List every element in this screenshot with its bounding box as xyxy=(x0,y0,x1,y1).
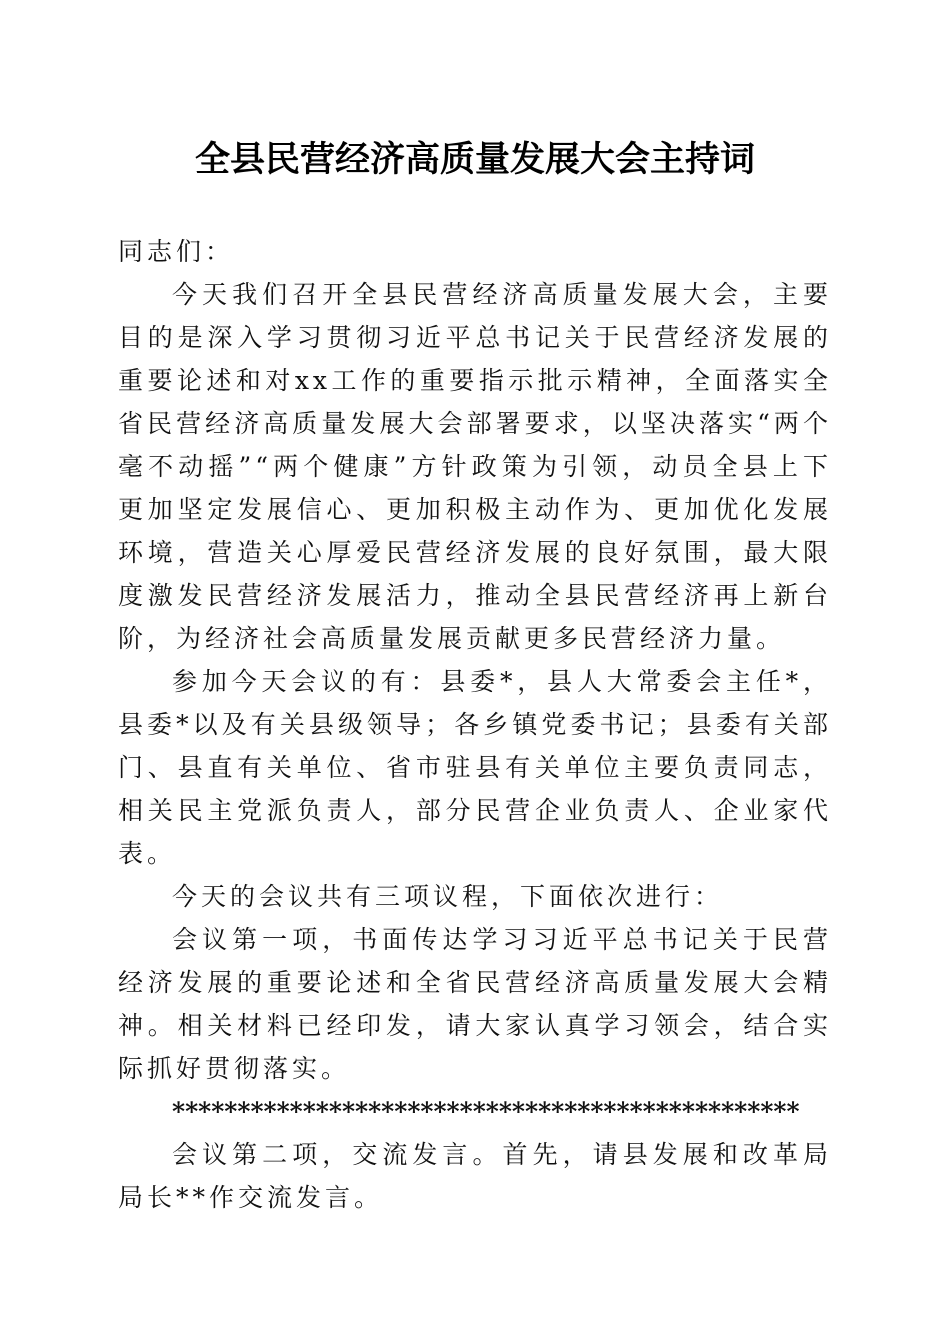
paragraph-agenda-item-two: 会议第二项，交流发言。首先，请县发展和改革局局长**作交流发言。 xyxy=(118,1140,832,1212)
paragraph-agenda-intro: 今天的会议共有三项议程，下面依次进行： xyxy=(172,882,724,911)
paragraph-attendees: 参加今天会议的有：县委*，县人大常委会主任*，县委*以及有关县级领导；各乡镇党委书记；县委有关部门、县直有关单位、省市驻县有关单位主要负责同志，相关民主党派负责人，部分民营企业负责人、企业家代表。 xyxy=(118,667,832,868)
paragraph-agenda-item-one: 会议第一项，书面传达学习习近平总书记关于民营经济发展的重要论述和全省民营经济高质量发展大会精神。相关材料已经印发，请大家认真学习领会，结合实际抓好贯彻落实。 xyxy=(118,925,832,1083)
paragraph-meeting-purpose: 今天我们召开全县民营经济高质量发展大会，主要目的是深入学习贯彻习近平总书记关于民营经济发展的重要论述和对xx工作的重要指示批示精神，全面落实全省民营经济高质量发展大会部署要求，以坚决落实“两个毫不动摇”“两个健康”方针政策为引领，动员全县上下更加坚定发展信心、更加积极主动作为、更加优化发展环境，营造关心厚爱民营经济发展的良好氛围，最大限度激发民营经济发展活力，推动全县民营经济再上新台阶，为经济社会高质量发展贡献更多民营经济力量。 xyxy=(118,280,832,653)
salutation: 同志们： xyxy=(118,237,235,266)
document-title: 全县民营经济高质量发展大会主持词 xyxy=(194,139,755,180)
document-body xyxy=(118,230,832,1219)
separator-line: ************************************************ xyxy=(172,1097,800,1126)
